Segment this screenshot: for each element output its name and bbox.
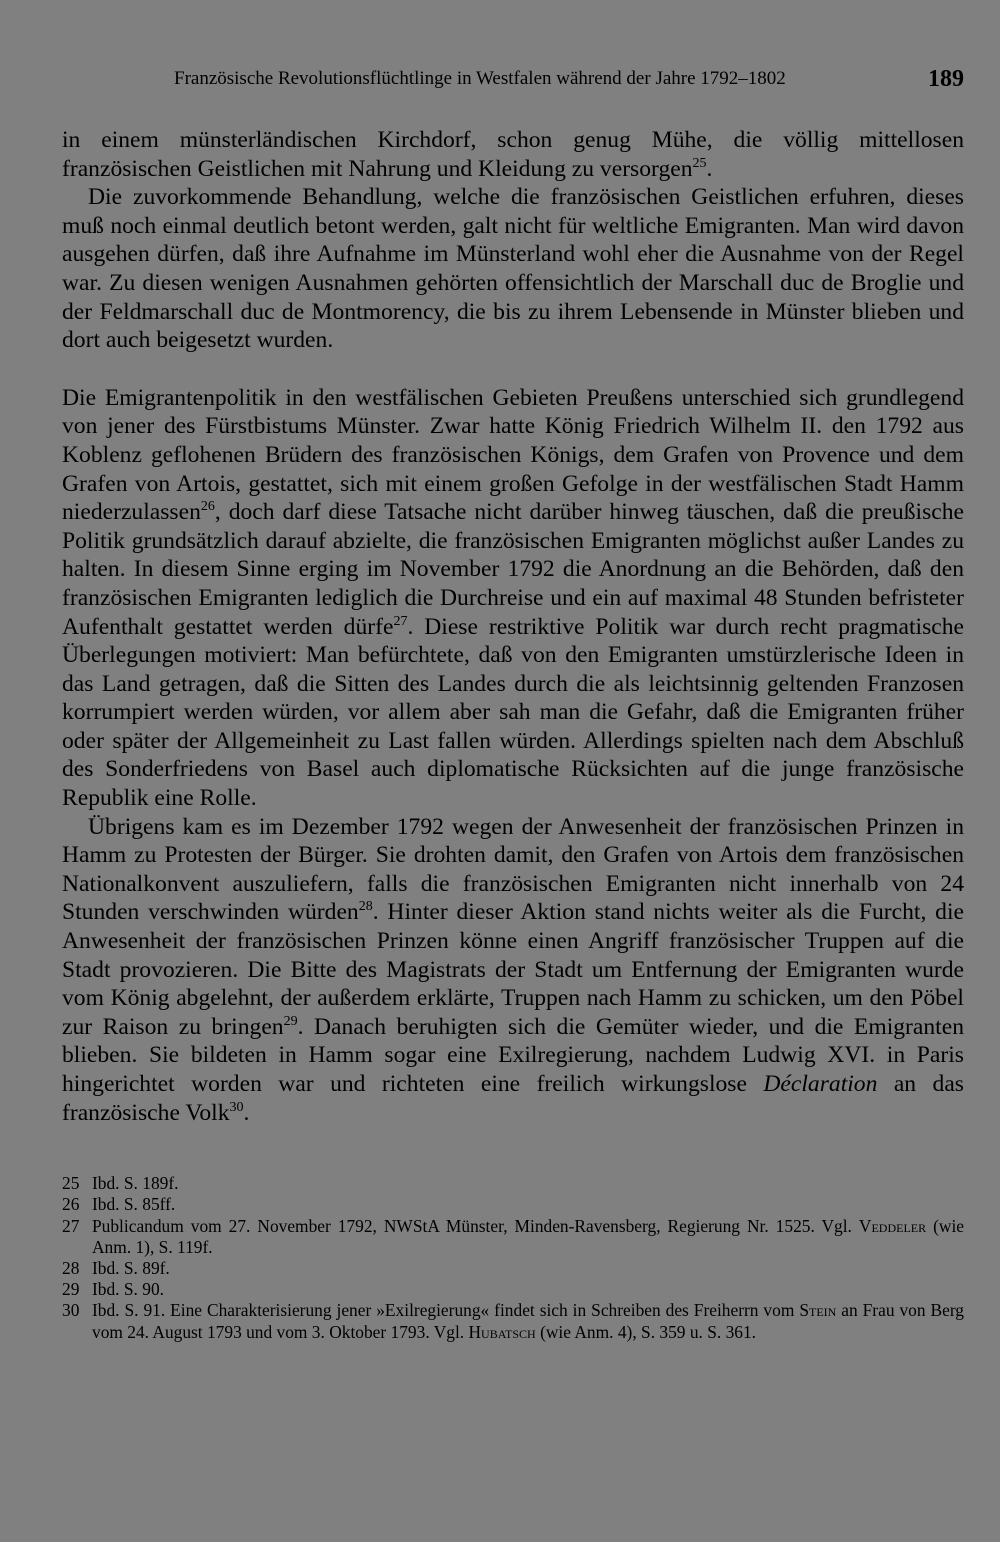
footnote-ref-28: 28 bbox=[358, 899, 373, 915]
footnote-number: 28 bbox=[62, 1258, 80, 1278]
author-name: Veddeler bbox=[858, 1215, 927, 1236]
paragraph-text: , doch darf diese Tatsache nicht darüber hinweg täuschen, daß die preußische Politik grundsätzlich darauf abzielte, die französischen Emigranten möglichst außer Landes zu halten. In diesem Sinne erging im November 1792 die Anordnung an die Behörden, daß den französischen Emigranten lediglich die Durchreise und ein auf maximal 48 Stunden befristeter Aufenthalt gestattet werden dürfe bbox=[62, 499, 964, 640]
footnote-ref-26: 26 bbox=[200, 499, 215, 515]
footnote-number: 30 bbox=[62, 1300, 80, 1321]
footnote-text bbox=[92, 1300, 964, 1342]
footnote-ref-29: 29 bbox=[283, 1013, 298, 1029]
footnote-27 bbox=[62, 1216, 964, 1258]
paragraph-2 bbox=[62, 183, 964, 355]
footnote-text: Ibd. S. 90. bbox=[92, 1279, 164, 1300]
footnote-ref-30: 30 bbox=[229, 1099, 244, 1115]
footnote-ref-25: 25 bbox=[692, 155, 707, 171]
footnote-text-part: (wie Anm. 1), S. 119f. bbox=[92, 1215, 964, 1257]
paragraph-text: . Hinter dieser Aktion stand nichts weiter als die Furcht, die Anwesenheit der französischen Prinzen könne einen Angriff französischer Truppen auf die Stadt provozieren. Die Bitte des Magistrats der Stadt um Entfernung der Emigranten wurde vom König abgelehnt, der außerdem erklärte, Truppen nach Hamm zu schicken, um den Pöbel zur Raison zu bringen bbox=[62, 899, 964, 1040]
paragraph-text: Die Emigrantenpolitik in den westfälischen Gebieten Preußens unterschied sich grundlegend von jener des Fürstbistums Münster. Zwar hatte König Friedrich Wilhelm II. den 1792 aus Koblenz geflohenen Brüdern des französischen Königs, dem Grafen von Provence und dem Grafen von Artois, gestattet, sich mit einem großen Gefolge in der westfälischen Stadt Hamm niederzulassen bbox=[62, 384, 964, 526]
footnote-text-part: an Frau von Berg vom 24. August 1793 und vom 3. Oktober 1793. Vgl. bbox=[92, 1300, 964, 1342]
footnote-ref-27: 27 bbox=[393, 613, 408, 629]
paragraph-1 bbox=[62, 126, 964, 183]
author-name: Hubatsch bbox=[468, 1321, 536, 1342]
paragraph-4 bbox=[62, 813, 964, 1128]
book-page bbox=[62, 62, 964, 1343]
page-number: 189 bbox=[928, 66, 964, 92]
body-text bbox=[62, 126, 964, 1127]
footnote-text-part: (wie Anm. 4), S. 359 u. S. 361. bbox=[535, 1321, 757, 1342]
footnote-25 bbox=[62, 1173, 964, 1194]
footnote-number: 26 bbox=[62, 1194, 80, 1215]
footnote-number: 29 bbox=[62, 1279, 80, 1300]
footnote-29 bbox=[62, 1279, 964, 1300]
footnote-number: 27 bbox=[62, 1215, 80, 1236]
paragraph-text: . bbox=[243, 1099, 250, 1126]
footnote-number: 25 bbox=[62, 1173, 80, 1194]
running-title: Französische Revolutionsflüchtlinge in Westfalen während der Jahre 1792–1802 bbox=[174, 68, 786, 89]
footnote-text: Ibd. S. 89f. bbox=[92, 1258, 170, 1278]
footnote-text bbox=[92, 1216, 964, 1258]
footnote-text-part: Ibd. S. 91. Eine Charakterisierung jener »Exilregierung« findet sich in Schreiben des Freiherrn vom bbox=[92, 1300, 800, 1321]
italic-title: Déclaration bbox=[763, 1071, 878, 1097]
footnote-28 bbox=[62, 1258, 964, 1279]
paragraph-text: Übrigens kam es im Dezember 1792 wegen der Anwesenheit der französischen Prinzen in Hamm zu Protesten der Bürger. Sie drohten damit, den Grafen von Artois dem französischen Nationalkonvent auszuliefern, falls die französischen Emigranten nicht innerhalb von 24 Stunden verschwinden würden bbox=[62, 813, 964, 926]
footnote-text: Ibd. S. 189f. bbox=[92, 1173, 179, 1194]
footnote-30 bbox=[62, 1300, 964, 1342]
paragraph-text: . bbox=[706, 155, 713, 182]
paragraph-text: . Danach beruhigten sich die Gemüter wieder, und die Emigranten blieben. Sie bildeten in Hamm sogar eine Exilregierung, nachdem Ludwig XVI. in Paris hingerichtet worden war und richteten eine freilich wirkungslose bbox=[62, 1013, 964, 1097]
author-name: Stein bbox=[799, 1300, 837, 1321]
footnotes bbox=[62, 1173, 964, 1343]
paragraph-text: in einem münsterländischen Kirchdorf, schon genug Mühe, die völlig mittellosen französischen Geistlichen mit Nahrung und Kleidung zu versorgen bbox=[62, 127, 964, 182]
running-head bbox=[62, 62, 964, 96]
paragraph-text: Die zuvorkommende Behandlung, welche die französischen Geistlichen erfuhren, dieses muß noch einmal deutlich betont werden, galt nicht für weltliche Emigranten. Man wird davon ausgehen dürfen, daß ihre Aufnahme im Münsterland wohl eher die Ausnahme von der Regel war. Zu diesen wenigen Ausnahmen gehörten offensichtlich der Marschall duc de Broglie und der Feldmarschall duc de Montmorency, die bis zu ihrem Lebensende in Münster blieben und dort auch beigesetzt wurden. bbox=[62, 184, 964, 354]
footnote-26 bbox=[62, 1194, 964, 1215]
footnote-text-part: Publicandum vom 27. November 1792, NWStA Münster, Minden-Ravensberg, Regierung Nr. 1525. Vgl. bbox=[92, 1215, 859, 1236]
paragraph-text: . Diese restriktive Politik war durch recht pragmatische Überlegungen motiviert: Man befürchtete, daß von den Emigranten umstürzlerische Ideen in das Land getragen, daß die Sitten des Landes durch die als leichtsinnig geltenden Franzosen korrumpiert werden würden, vor allem aber sah man die Gefahr, daß die Emigranten früher oder später der Allgemeinheit zu Last fallen würden. Allerdings spielten nach dem Abschluß des Sonderfriedens von Basel auch diplomatische Rücksichten auf die junge französische Republik eine Rolle. bbox=[62, 613, 964, 812]
footnote-text: Ibd. S. 85ff. bbox=[92, 1194, 176, 1215]
paragraph-3 bbox=[62, 384, 964, 813]
paragraph-text: an das französische Volk bbox=[62, 1071, 964, 1126]
